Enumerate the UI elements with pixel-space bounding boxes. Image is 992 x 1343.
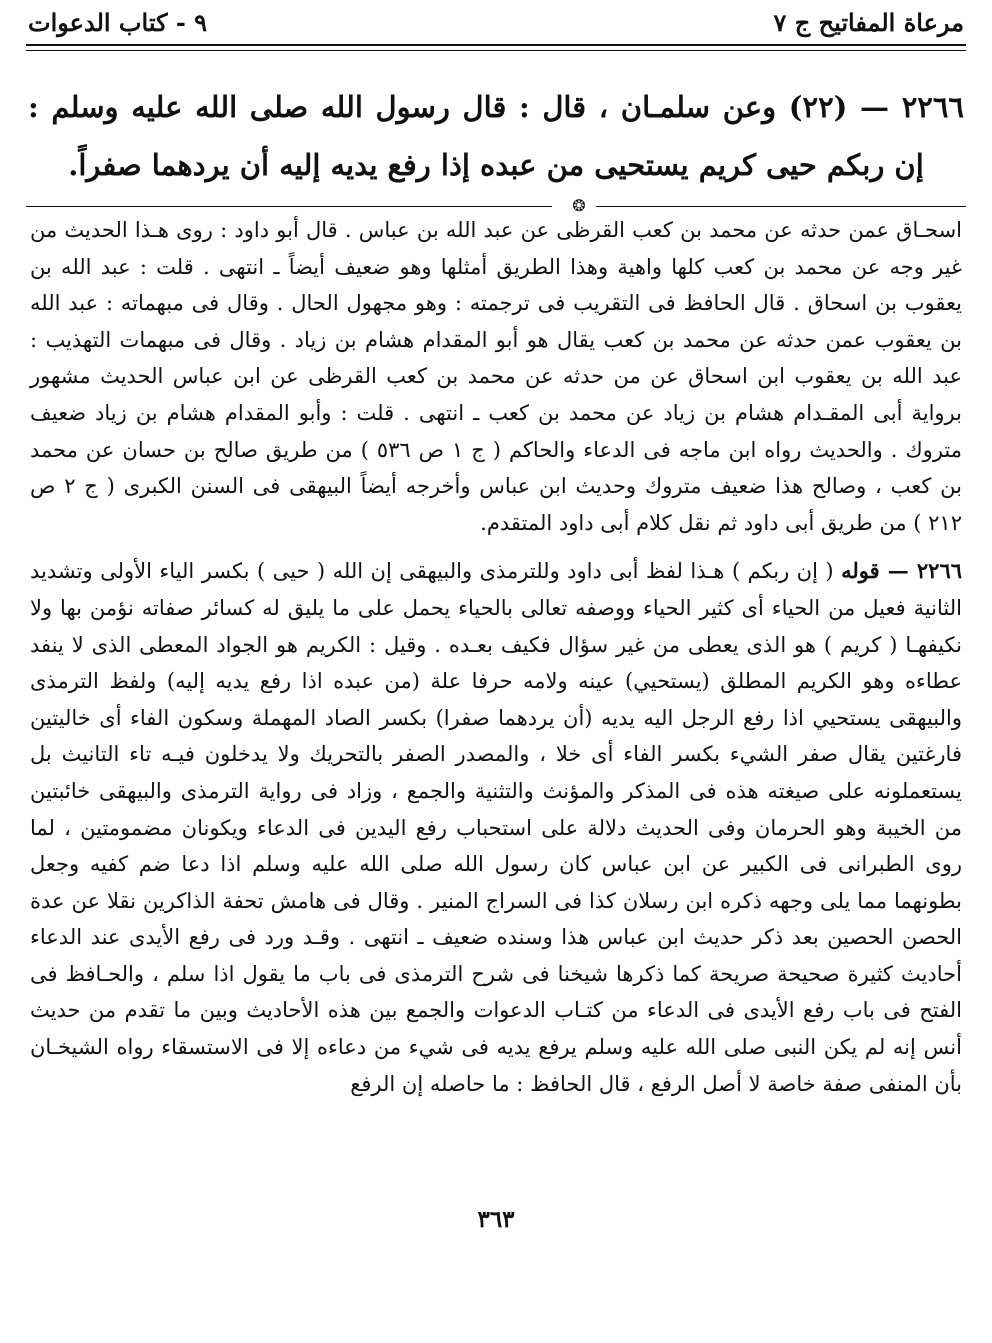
header-rule-thick: [26, 44, 966, 46]
divider-ornament-icon: ❂: [572, 196, 586, 215]
header-book-title: مرعاة المفاتيح ج ٧: [773, 7, 964, 37]
divider-line-left: [26, 206, 552, 207]
commentary-paragraph-1: اسحـاق عمن حدثه عن محمد بن كعب القرظى عن عبد الله بن عباس . قال أبو داود : روى هـذا الحديث من غير وجه عن محمد بن كعب كلها واهية وهذا الطريق أمثلها وهو ضعيف أيضاً ـ انتهى . قلت : عبد الله بن يعقوب بن اسحاق . قال الحافظ فى التقريب فى ترجمته : وهو مجهول الحال . وقال فى مبهماته : عبد الله بن يعقوب عمن حدثه عن محمد بن كعب يقال هو أبو المقدام هشام بن زياد . وقال فى مبهمات التهذيب : عبد الله بن يعقوب ابن اسحاق عن من حدثه عن محمد بن كعب القرظى عن ابن عباس الحديث مشهور برواية أبى المقـدام هشام بن زياد عن محمد بن كعب ـ انتهى . قلت : وأبو المقدام هشام بن زياد ضعيف متروك . والحديث رواه ابن ماجه فى الدعاء والحاكم ( ج ١ ص ٥٣٦ ) من طريق صالح بن حسان عن محمد بن كعب ، وصالح هذا ضعيف متروك وحديث ابن عباس وأخرجه أيضاً البيهقى فى السنن الكبرى ( ج ٢ ص ٢١٢ ) من طريق أبى داود ثم نقل كلام أبى داود المتقدم.: [30, 218, 963, 535]
commentary-paragraph-2-text: ( إن ربكم ) هـذا لفظ أبى داود وللترمذى والبيهقى إن الله ( حيى ) بكسر الياء الأولى وتشديد الثانية فعيل من الحياء أى كثير الحياء ووصفه تعالى بالحياء يحمل على ما يليق له كسائر صفاته نؤمن بها ولا نكيفهـا ( كريم ) هو الذى يعطى من غير سؤال فكيف بعـده . وقيل : الكريم هو الجواد المعطى الذى لا ينفد عطاءه وهو الكريم المطلق (يستحيي) عينه ولامه حرفا علة (من عبده اذا رفع يديه إليه) ولفظ الترمذى والبيهقى يستحيي اذا رفع الرجل اليه يديه (أن يردهما صفرا) بكسر الصاد المهملة وسكون الفاء أى خاليتين فارغتين يقال صفر الشيء بكسر الفاء أى خلا ، والمصدر الصفر بالتحريك ولا يدخلون فيـه تاء التانيث بل يستعملونه على صيغته هذه فى المذكر والمؤنث والتثنية والجمع ، وزاد فى رواية الترمذى والبيهقى خائبتين من الخيبة وهو الحرمان وفى الحديث دلالة على استحباب رفع اليدين فى الدعاء ويكونان مضمومتين ، لما روى الطبرانى فى الكبير عن ابن عباس كان رسول الله صلى الله عليه وسلم اذا دعا ضم كفيه وجعل بطونهما مما يلى وجهه ذكره ابن رسلان كذا فى السراج المنير . وقال فى هامش تحفة الذاكرين نقلا عن عدة الحصن الحصين بعد ذكر حديث ابن عباس هذا وسنده ضعيف ـ انتهى . وقـد ورد فى رفع الأيدى عند الدعاء أحاديث كثيرة صحيحة صريحة كما ذكرها شيخنا فى شرح الترمذى فى باب ما يقول اذا سلم ، والحـافظ فى الفتح فى باب رفع الأيدى فى الدعاء من كتـاب الدعوات والجمع بين هذه الأحاديث وبين ما تقدم من حديث أنس إنه لم يكن النبى صلى الله عليه وسلم يرفع يديه فى شيء من دعاءه إلا فى الاستسقاء رواه الشيخـان بأن المنفى صفة خاصة لا أصل الرفع ، قال الحافظ : ما حاصله إن الرفع: [30, 559, 962, 1096]
header-chapter-title: ٩ - كتاب الدعوات: [28, 7, 208, 37]
commentary-lead: ٢٢٦٦ — قوله: [841, 558, 963, 584]
page-number: ٣٦٣: [477, 1206, 515, 1233]
divider-line-right: [596, 206, 966, 207]
section-divider: [26, 196, 966, 215]
commentary-paragraph-2: [30, 553, 962, 1102]
hadith-text: ٢٢٦٦ — (٢٢) وعن سلمـان ، قال : قال رسول الله صلى الله عليه وسلم : إن ربكم حيى كريم يستحيى من عبده إذا رفع يديه إليه أن يردهما صفراً.: [28, 90, 965, 182]
commentary-body: [30, 212, 962, 1102]
header-rule-thin: [26, 50, 966, 51]
running-header: [28, 0, 964, 44]
